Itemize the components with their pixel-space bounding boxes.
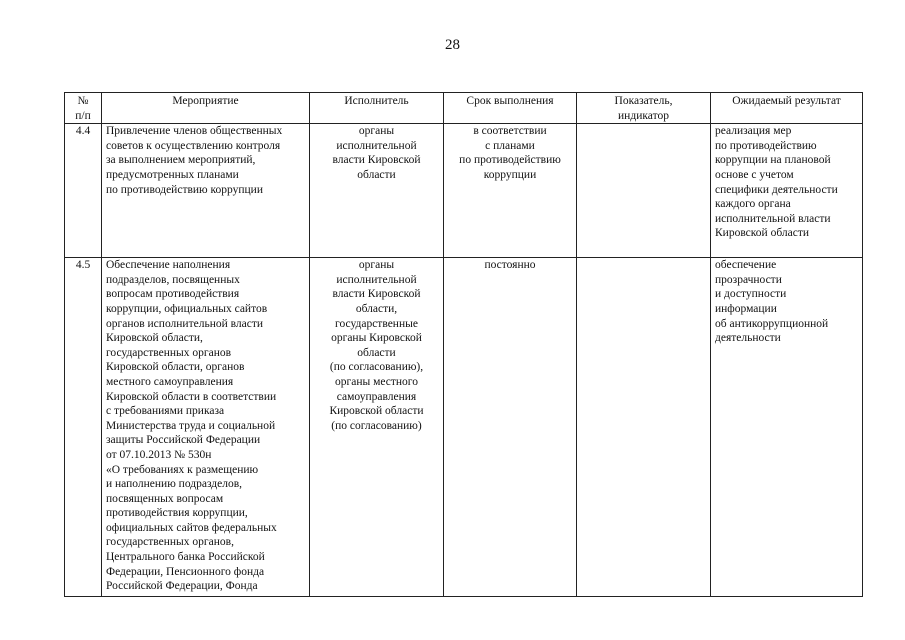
- header-executor: Исполнитель: [310, 93, 444, 124]
- header-result: Ожидаемый результат: [711, 93, 863, 124]
- row-deadline: в соответствии с планами по противодействию коррупции: [444, 124, 577, 258]
- row-indicator: [577, 258, 711, 597]
- row-event: Обеспечение наполнения подразделов, посвященных вопросам противодействия коррупции, официальных сайтов органов исполнительной власти Кировской области, государственных органов Кировской области, органов местного самоуправления Кировской области в соответствии с требованиями приказа Министерства труда и социальной защиты Российской Федерации от 07.10.2013 № 530н «О требованиях к размещению и наполнению подразделов, посвященных вопросам противодействия коррупции, официальных сайтов федеральных государственных органов, Центрального банка Российской Федерации, Пенсионного фонда Российской Федерации, Фонда: [102, 258, 310, 597]
- row-executor: органы исполнительной власти Кировской области, государственные органы Кировской области (по согласованию), органы местного самоуправления Кировской области (по согласованию): [310, 258, 444, 597]
- page-number: 28: [445, 37, 460, 53]
- row-number: 4.5: [65, 258, 102, 597]
- header-event: Мероприятие: [102, 93, 310, 124]
- header-number: № п/п: [65, 93, 102, 124]
- table-row: [65, 124, 863, 258]
- measures-table: [64, 92, 863, 597]
- row-deadline: постоянно: [444, 258, 577, 597]
- table-row: [65, 258, 863, 597]
- row-result: обеспечение прозрачности и доступности информации об антикоррупционной деятельности: [711, 258, 863, 597]
- row-executor: органы исполнительной власти Кировской области: [310, 124, 444, 258]
- header-deadline: Срок выполнения: [444, 93, 577, 124]
- row-result: реализация мер по противодействию коррупции на плановой основе с учетом специфики деятельности каждого органа исполнительной власти Кировской области: [711, 124, 863, 258]
- row-indicator: [577, 124, 711, 258]
- header-indicator: Показатель, индикатор: [577, 93, 711, 124]
- row-number: 4.4: [65, 124, 102, 258]
- row-event: Привлечение членов общественных советов к осуществлению контроля за выполнением мероприятий, предусмотренных планами по противодействию коррупции: [102, 124, 310, 258]
- table-header-row: [65, 93, 863, 124]
